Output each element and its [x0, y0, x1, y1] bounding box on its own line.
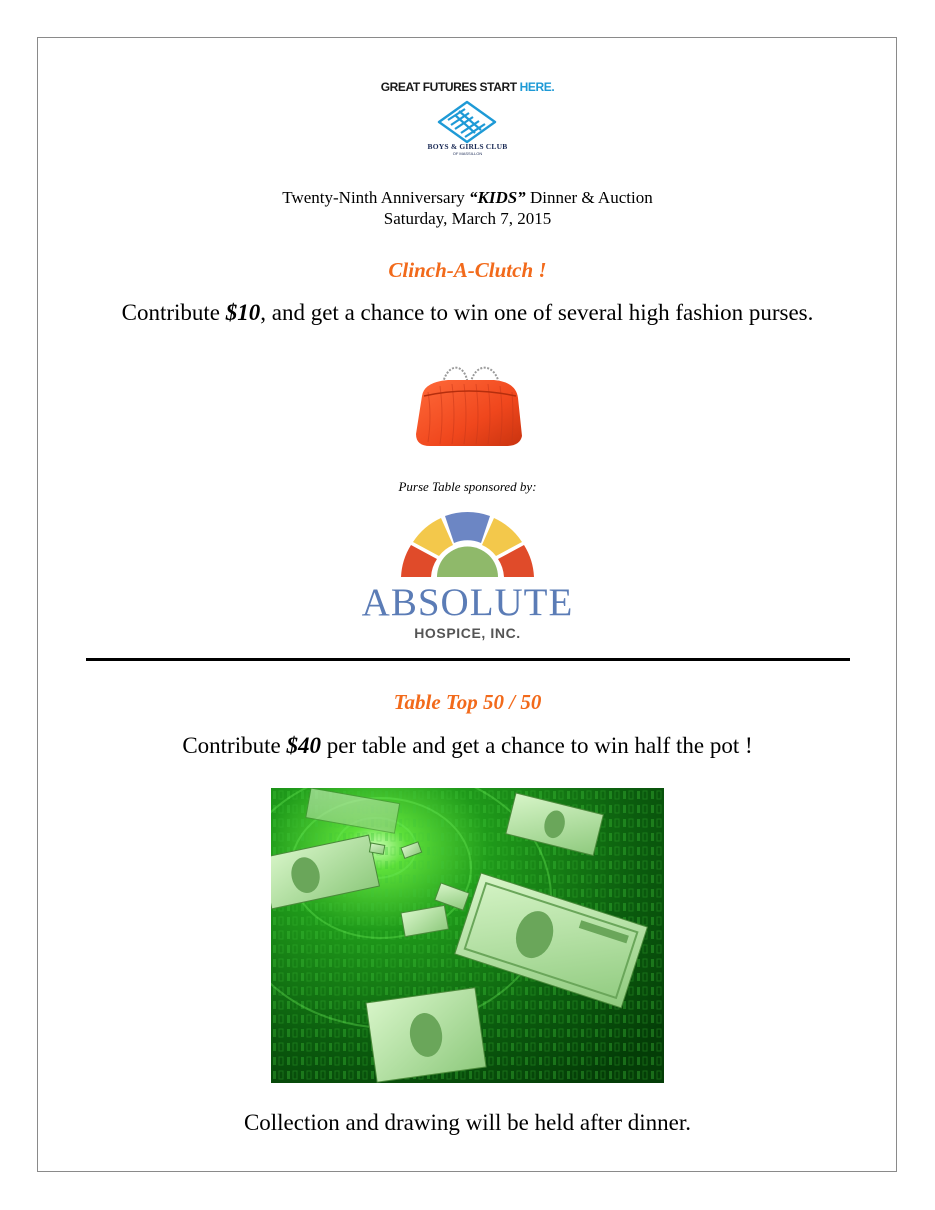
desc-prefix: Contribute	[182, 733, 287, 758]
section-title-5050: Table Top 50 / 50	[393, 690, 542, 714]
tagline-accent: HERE.	[519, 80, 555, 94]
event-title-suffix: Dinner & Auction	[525, 188, 653, 207]
event-title-prefix: Twenty-Ninth Anniversary	[282, 188, 469, 207]
club-sub: OF MASSILLON	[452, 151, 483, 156]
footer-note: Collection and drawing will be held after dinner.	[243, 1110, 692, 1135]
bgc-hands-icon	[435, 100, 499, 144]
orange-purse-image	[408, 356, 528, 452]
club-name: BOYS & GIRLS CLUB	[427, 142, 508, 151]
section-desc-5050	[0, 733, 935, 759]
section-divider	[86, 658, 850, 661]
sponsor-name: ABSOLUTE	[361, 581, 574, 624]
event-kids: “KIDS”	[469, 188, 526, 207]
logo-tagline	[0, 80, 935, 94]
section-title-clutch: Clinch-A-Clutch !	[388, 258, 547, 282]
event-date: Saturday, March 7, 2015	[383, 209, 552, 228]
desc-prefix: Contribute	[121, 300, 226, 325]
tagline-main: GREAT FUTURES START	[380, 80, 520, 94]
sponsor-label: Purse Table sponsored by:	[398, 479, 537, 494]
money-tunnel-image	[271, 788, 664, 1083]
desc-suffix: per table and get a chance to win half the pot !	[320, 733, 753, 758]
amount-10: $10	[225, 300, 261, 325]
absolute-hospice-sunrise-icon	[397, 511, 538, 581]
amount-40: $40	[286, 733, 321, 758]
sponsor-subname: HOSPICE, INC.	[414, 625, 521, 641]
desc-suffix: , and get a chance to win one of several high fashion purses.	[260, 300, 814, 325]
event-title	[0, 188, 935, 208]
section-desc-clutch	[0, 300, 935, 326]
